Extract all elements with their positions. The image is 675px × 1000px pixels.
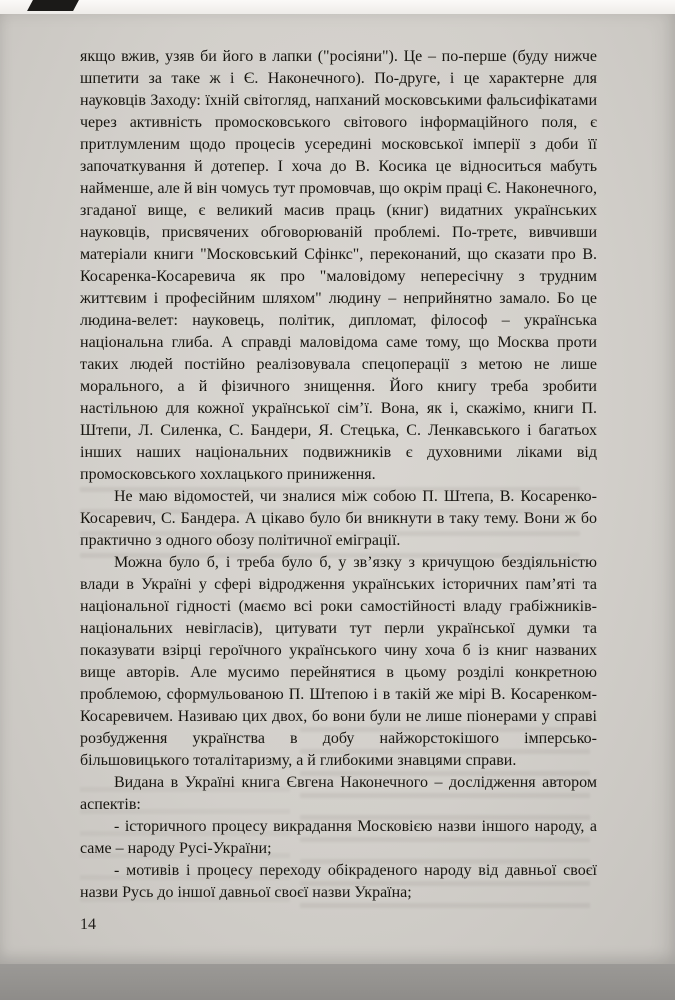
paragraph: Видана в Україні книга Євгена Наконечного – дослідження автором аспектів: [80, 774, 597, 813]
paragraph: якщо вжив, узяв би його в лапки ("росіяни"). Це – по-перше (буду нижче шпетити за таке ж і Є. Наконечного). По-друге, і це характерне для науковців Заходу: їхній світогляд, напханий московськими фальсифікатами через активність промосковського світового інформаційного поля, є притлумленим щодо процесів усередині московської імперії з доби її започаткування й дотепер. І хоча до В. Косика це відноситься мабуть найменше, але й він чомусь тут промовчав, що окрім праці Є. Наконечного, згаданої вище, є великий масив праць (книг) видатних українських науковців, присвячених обговорюваній проблемі. По-третє, вивчивши матеріали книги "Московський Сфінкс", переконаний, що сказати про В. Косаренка-Косаревича як про "маловідому непересічну з трудним життєвим і професійним шляхом" людину – неприйнятно замало. Бо це людина-велет: науковець, політик, дипломат, філософ – українська національна глиба. А справді маловідома саме тому, що Москва проти таких людей постійно реалізовувала спецоперації з метою не лише морального, а й фізичного знищення. Його книгу треба зробити настільною для кожної української сім’ї. Вона, як і, скажімо, книги П. Штепи, Л. Силенка, С. Бандери, Я. Стецька, С. Ленкавського і багатьох інших наших національних подвижників є духовними ліками від промосковського хохлацького приниження. [80, 48, 597, 483]
list-item-paragraph: - історичного процесу викрадання Московією назви іншого народу, а саме – народу Русі-України; [80, 818, 597, 857]
paragraph: Не маю відомостей, чи зналися між собою П. Штепа, В. Косаренко-Косаревич, С. Бандера. А цікаво було би вникнути в таку тему. Вони ж бо практично з одного обозу політичної еміграції. [80, 488, 597, 549]
list-item-paragraph: - мотивів і процесу переходу обікраденого народу від давньої своєї назви Русь до іншої давньої своєї назви Україна; [80, 862, 597, 901]
page-number: 14 [80, 916, 96, 933]
page-corner-mark [27, 0, 79, 11]
scanner-bottom-edge [0, 964, 675, 1000]
body-text [80, 46, 597, 904]
book-page [0, 14, 675, 964]
paragraph: Можна було б, і треба було б, у зв’язку з кричущою бездіяльністю влади в Україні у сфері відродження українських історичних пам’яті та національної гідності (маємо всі роки самостійності владу грабіжників-національних невігласів), цитувати тут перли української думки та показувати взірці героїчного українського чину хоча б із книг названих вище авторів. Але мусимо перейнятися в цьому розділі конкретною проблемою, сформульованою П. Штепою і в такій же мірі В. Косаренком-Косаревичем. Називаю цих двох, бо вони були не лише піонерами у справі розбудження українства в добу найжорстокішого імперсько-більшовицького тоталітаризму, а й глибокими знавцями справи. [80, 554, 597, 769]
